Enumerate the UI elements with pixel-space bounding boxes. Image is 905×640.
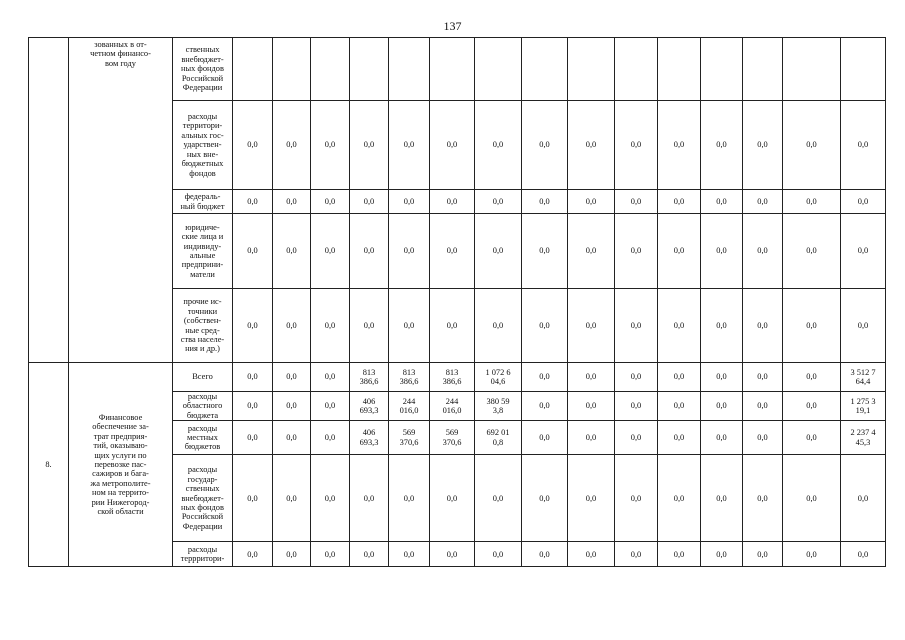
value-cell: 0,0 bbox=[430, 214, 475, 289]
value-cell: 0,0 bbox=[522, 190, 568, 214]
value-cell: 0,0 bbox=[233, 101, 273, 190]
value-cell: 0,0 bbox=[701, 455, 743, 542]
value-cell bbox=[568, 38, 615, 101]
value-cell: 0,0 bbox=[743, 392, 783, 421]
funding-source-cell: расходы областного бюджета bbox=[173, 392, 233, 421]
value-cell: 0,0 bbox=[311, 101, 350, 190]
value-cell: 0,0 bbox=[743, 542, 783, 567]
value-cell: 0,0 bbox=[273, 101, 311, 190]
value-cell: 0,0 bbox=[350, 542, 389, 567]
value-cell: 0,0 bbox=[233, 289, 273, 363]
funding-source-cell: юридиче- ские лица и индивиду- альные предприни- матели bbox=[173, 214, 233, 289]
value-cell bbox=[783, 38, 841, 101]
value-cell: 0,0 bbox=[233, 363, 273, 392]
value-cell: 0,0 bbox=[615, 214, 658, 289]
value-cell: 0,0 bbox=[783, 214, 841, 289]
value-cell: 0,0 bbox=[568, 214, 615, 289]
value-cell: 0,0 bbox=[311, 214, 350, 289]
value-cell: 0,0 bbox=[233, 455, 273, 542]
value-cell: 0,0 bbox=[841, 190, 886, 214]
value-cell: 0,0 bbox=[743, 363, 783, 392]
value-cell: 0,0 bbox=[743, 421, 783, 455]
value-cell: 813 386,6 bbox=[430, 363, 475, 392]
value-cell: 0,0 bbox=[841, 455, 886, 542]
value-cell: 0,0 bbox=[522, 542, 568, 567]
continuation-label-cell: зованных в от- четном финансо- вом году bbox=[69, 38, 173, 363]
value-cell bbox=[273, 38, 311, 101]
value-cell: 0,0 bbox=[522, 214, 568, 289]
value-cell: 244 016,0 bbox=[389, 392, 430, 421]
value-cell: 3 512 7 64,4 bbox=[841, 363, 886, 392]
value-cell: 569 370,6 bbox=[389, 421, 430, 455]
value-cell: 0,0 bbox=[233, 421, 273, 455]
value-cell: 0,0 bbox=[701, 363, 743, 392]
value-cell: 0,0 bbox=[568, 363, 615, 392]
value-cell bbox=[841, 38, 886, 101]
value-cell: 0,0 bbox=[568, 455, 615, 542]
value-cell: 0,0 bbox=[273, 363, 311, 392]
value-cell: 0,0 bbox=[350, 190, 389, 214]
value-cell bbox=[233, 38, 273, 101]
value-cell: 0,0 bbox=[475, 455, 522, 542]
value-cell: 0,0 bbox=[615, 455, 658, 542]
page-number: 137 bbox=[443, 19, 462, 33]
value-cell: 0,0 bbox=[522, 392, 568, 421]
value-cell bbox=[615, 38, 658, 101]
value-cell bbox=[389, 38, 430, 101]
value-cell: 244 016,0 bbox=[430, 392, 475, 421]
value-cell: 0,0 bbox=[615, 289, 658, 363]
value-cell: 0,0 bbox=[615, 190, 658, 214]
value-cell: 0,0 bbox=[841, 542, 886, 567]
value-cell: 0,0 bbox=[350, 289, 389, 363]
value-cell: 0,0 bbox=[475, 190, 522, 214]
value-cell: 0,0 bbox=[658, 363, 701, 392]
funding-source-cell: Всего bbox=[173, 363, 233, 392]
value-cell: 0,0 bbox=[783, 363, 841, 392]
value-cell: 0,0 bbox=[311, 190, 350, 214]
value-cell: 0,0 bbox=[311, 363, 350, 392]
value-cell: 0,0 bbox=[389, 289, 430, 363]
value-cell: 0,0 bbox=[430, 542, 475, 567]
value-cell: 0,0 bbox=[841, 101, 886, 190]
value-cell: 0,0 bbox=[273, 392, 311, 421]
item-row bbox=[29, 363, 886, 392]
value-cell: 0,0 bbox=[841, 289, 886, 363]
value-cell: 0,0 bbox=[311, 289, 350, 363]
value-cell: 0,0 bbox=[783, 542, 841, 567]
continuation-row bbox=[29, 38, 886, 101]
funding-source-cell: расходы государ- ственных внебюджет- ных фондов Российской Федерации bbox=[173, 455, 233, 542]
value-cell: 406 693,3 bbox=[350, 392, 389, 421]
value-cell: 406 693,3 bbox=[350, 421, 389, 455]
value-cell bbox=[430, 38, 475, 101]
value-cell: 0,0 bbox=[615, 363, 658, 392]
item-number-cell: 8. bbox=[29, 363, 69, 567]
value-cell: 0,0 bbox=[273, 289, 311, 363]
value-cell: 0,0 bbox=[568, 101, 615, 190]
value-cell: 0,0 bbox=[430, 289, 475, 363]
value-cell: 0,0 bbox=[233, 542, 273, 567]
value-cell: 0,0 bbox=[743, 214, 783, 289]
value-cell: 0,0 bbox=[701, 392, 743, 421]
value-cell: 0,0 bbox=[389, 214, 430, 289]
value-cell: 0,0 bbox=[233, 190, 273, 214]
value-cell: 0,0 bbox=[475, 289, 522, 363]
value-cell: 0,0 bbox=[350, 214, 389, 289]
value-cell: 0,0 bbox=[701, 101, 743, 190]
value-cell: 0,0 bbox=[568, 542, 615, 567]
value-cell: 0,0 bbox=[475, 542, 522, 567]
value-cell: 0,0 bbox=[273, 455, 311, 542]
value-cell: 0,0 bbox=[350, 455, 389, 542]
value-cell: 0,0 bbox=[701, 289, 743, 363]
value-cell: 0,0 bbox=[658, 392, 701, 421]
value-cell: 0,0 bbox=[615, 542, 658, 567]
funding-source-cell: прочие ис- точники (собствен- ные сред- ства населе- ния и др.) bbox=[173, 289, 233, 363]
funding-source-cell: расходы территори- альных гос- ударствен- ных вне- бюджетных фондов bbox=[173, 101, 233, 190]
value-cell: 813 386,6 bbox=[389, 363, 430, 392]
value-cell: 0,0 bbox=[389, 101, 430, 190]
value-cell bbox=[701, 38, 743, 101]
value-cell: 0,0 bbox=[841, 214, 886, 289]
value-cell: 0,0 bbox=[568, 392, 615, 421]
value-cell bbox=[522, 38, 568, 101]
value-cell: 0,0 bbox=[522, 455, 568, 542]
value-cell bbox=[743, 38, 783, 101]
value-cell: 0,0 bbox=[389, 542, 430, 567]
value-cell: 0,0 bbox=[568, 289, 615, 363]
value-cell: 0,0 bbox=[658, 289, 701, 363]
value-cell: 0,0 bbox=[658, 455, 701, 542]
value-cell: 0,0 bbox=[430, 455, 475, 542]
value-cell: 0,0 bbox=[475, 101, 522, 190]
value-cell: 0,0 bbox=[273, 421, 311, 455]
value-cell: 1 072 6 04,6 bbox=[475, 363, 522, 392]
value-cell: 380 59 3,8 bbox=[475, 392, 522, 421]
value-cell: 0,0 bbox=[783, 455, 841, 542]
value-cell: 0,0 bbox=[568, 421, 615, 455]
value-cell: 0,0 bbox=[743, 455, 783, 542]
value-cell: 0,0 bbox=[658, 421, 701, 455]
value-cell: 0,0 bbox=[783, 392, 841, 421]
value-cell: 0,0 bbox=[783, 289, 841, 363]
funding-source-cell: федераль- ный бюджет bbox=[173, 190, 233, 214]
value-cell: 0,0 bbox=[568, 190, 615, 214]
value-cell: 0,0 bbox=[389, 190, 430, 214]
value-cell: 0,0 bbox=[233, 392, 273, 421]
value-cell: 0,0 bbox=[522, 363, 568, 392]
value-cell: 0,0 bbox=[701, 190, 743, 214]
value-cell: 0,0 bbox=[743, 101, 783, 190]
value-cell: 692 01 0,8 bbox=[475, 421, 522, 455]
value-cell: 569 370,6 bbox=[430, 421, 475, 455]
value-cell: 0,0 bbox=[522, 289, 568, 363]
value-cell: 0,0 bbox=[311, 455, 350, 542]
value-cell: 0,0 bbox=[701, 421, 743, 455]
value-cell: 0,0 bbox=[389, 455, 430, 542]
funding-source-cell: расходы местных бюджетов bbox=[173, 421, 233, 455]
value-cell bbox=[475, 38, 522, 101]
value-cell: 0,0 bbox=[311, 542, 350, 567]
value-cell: 0,0 bbox=[658, 190, 701, 214]
value-cell bbox=[658, 38, 701, 101]
continuation-number-cell bbox=[29, 38, 69, 363]
item-label-cell: Финансовое обеспечение за- трат предприя- тий, оказываю- щих услуги по перевозке пас- сажиров и бага- жа метрополите- ном на террито- рии Нижегород- ской области bbox=[69, 363, 173, 567]
value-cell: 0,0 bbox=[430, 101, 475, 190]
value-cell bbox=[311, 38, 350, 101]
value-cell: 0,0 bbox=[615, 421, 658, 455]
value-cell: 0,0 bbox=[743, 289, 783, 363]
value-cell: 0,0 bbox=[658, 214, 701, 289]
value-cell: 0,0 bbox=[615, 392, 658, 421]
value-cell: 0,0 bbox=[350, 101, 389, 190]
value-cell: 2 237 4 45,3 bbox=[841, 421, 886, 455]
value-cell: 0,0 bbox=[311, 392, 350, 421]
value-cell: 0,0 bbox=[311, 421, 350, 455]
value-cell: 813 386,6 bbox=[350, 363, 389, 392]
value-cell: 0,0 bbox=[701, 214, 743, 289]
value-cell: 1 275 3 19,1 bbox=[841, 392, 886, 421]
value-cell: 0,0 bbox=[273, 214, 311, 289]
value-cell: 0,0 bbox=[701, 542, 743, 567]
value-cell: 0,0 bbox=[783, 190, 841, 214]
funding-source-cell: ственных внебюджет- ных фондов Российской Федерации bbox=[173, 38, 233, 101]
budget-table bbox=[28, 37, 886, 567]
value-cell: 0,0 bbox=[475, 214, 522, 289]
value-cell: 0,0 bbox=[783, 421, 841, 455]
value-cell: 0,0 bbox=[658, 542, 701, 567]
value-cell: 0,0 bbox=[783, 101, 841, 190]
value-cell: 0,0 bbox=[522, 421, 568, 455]
value-cell: 0,0 bbox=[743, 190, 783, 214]
funding-source-cell: расходы террритори- bbox=[173, 542, 233, 567]
value-cell: 0,0 bbox=[615, 101, 658, 190]
value-cell: 0,0 bbox=[273, 190, 311, 214]
value-cell: 0,0 bbox=[273, 542, 311, 567]
value-cell bbox=[350, 38, 389, 101]
value-cell: 0,0 bbox=[233, 214, 273, 289]
value-cell: 0,0 bbox=[522, 101, 568, 190]
value-cell: 0,0 bbox=[658, 101, 701, 190]
value-cell: 0,0 bbox=[430, 190, 475, 214]
